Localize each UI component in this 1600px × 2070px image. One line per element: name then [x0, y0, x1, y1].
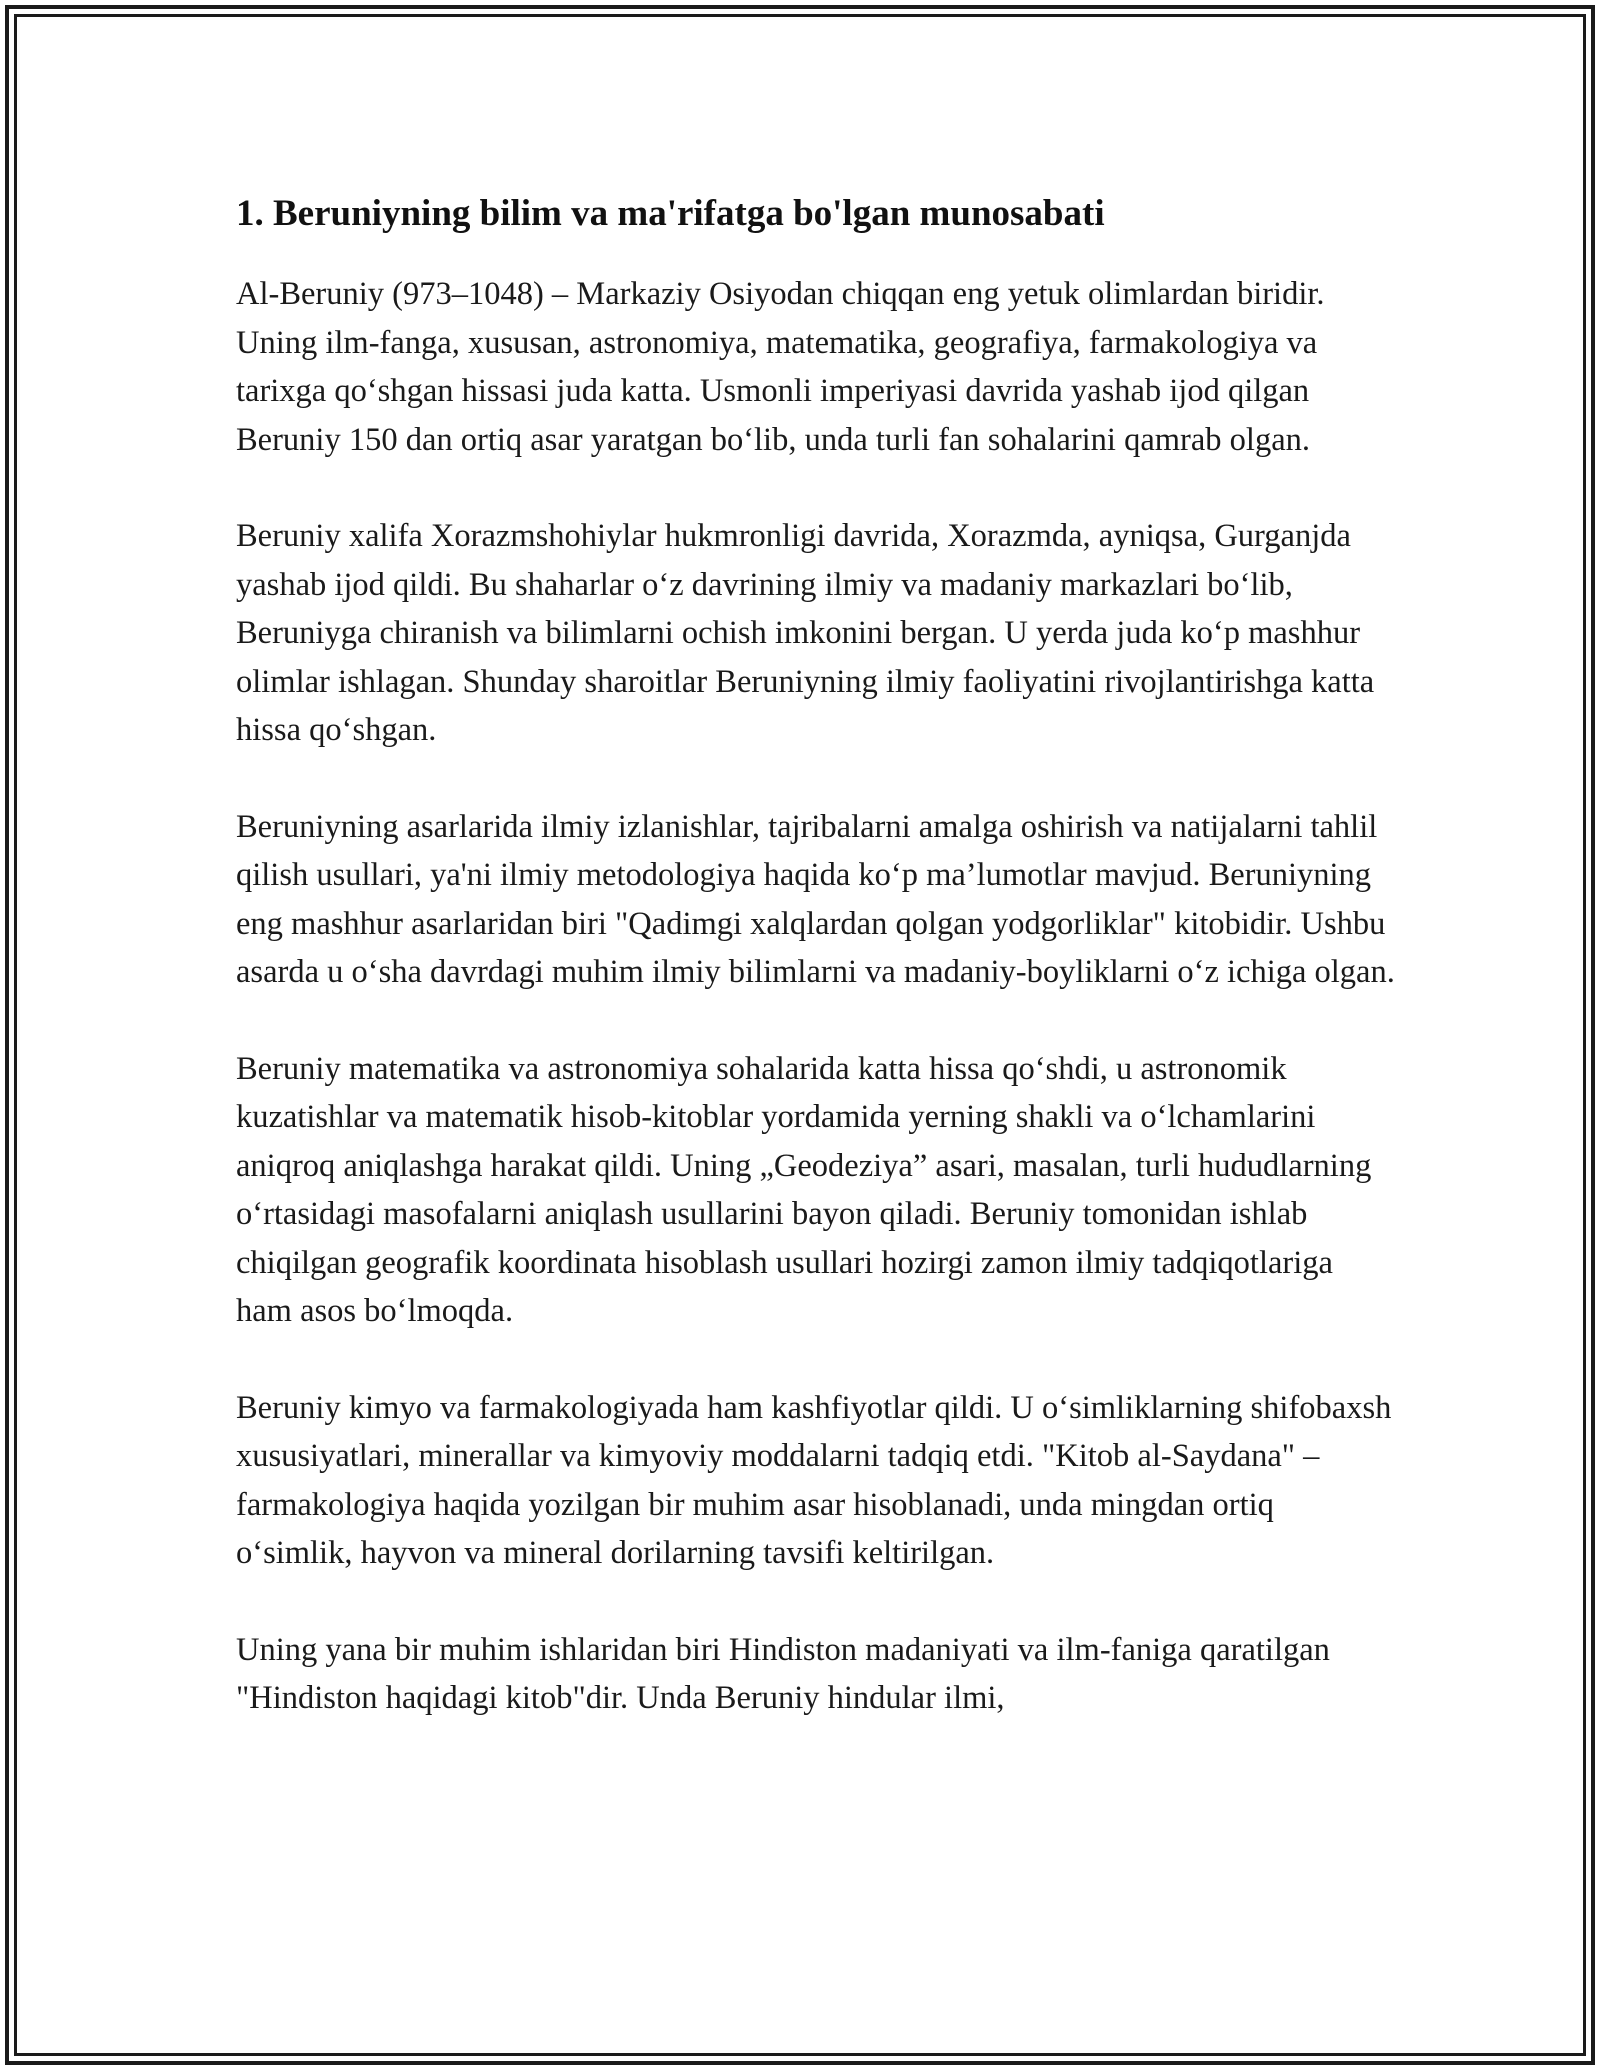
paragraph-4: Beruniy matematika va astronomiya sohalarida katta hissa qo‘shdi, u astronomik kuzatishlar va matematik hisob-kitoblar yordamida yerning shakli va o‘lchamlarini aniqroq aniqlashga harakat qildi. Uning „Geodeziya” asari, masalan, turli hududlarning o‘rtasidagi masofalarni aniqlash usullarini bayon qiladi. Beruniy tomonidan ishlab chiqilgan geografik koordinata hisoblash usullari hozirgi zamon ilmiy tadqiqotlariga ham asos bo‘lmoqda. [236, 1050, 1372, 1329]
paragraph-1: Al-Beruniy (973–1048) – Markaziy Osiyodan chiqqan eng yetuk olimlardan biridir. Uning ilm-fanga, xususan, astronomiya, matematika, geografiya, farmakologiya va tarixga qo‘shgan hissasi juda katta. Usmonli imperiyasi davrida yashab ijod qilgan Beruniy 150 dan ortiq asar yaratgan bo‘lib, unda turli fan sohalarini qamrab olgan. [236, 276, 1325, 458]
paragraph-5: Beruniy kimyo va farmakologiyada ham kashfiyotlar qildi. U o‘simliklarning shifobaxsh xususiyatlari, minerallar va kimyoviy moddalarni tadqiq etdi. "Kitob al-Saydana" – farmakologiya haqida yozilgan bir muhim asar hisoblanadi, unda mingdan ortiq o‘simlik, hayvon va mineral dorilarning tavsifi keltirilgan. [236, 1389, 1392, 1571]
paragraph-6: Uning yana bir muhim ishlaridan biri Hindiston madaniyati va ilm-faniga qaratilgan "Hindiston haqidagi kitob"dir. Unda Beruniy hindular ilmi, [236, 1631, 1330, 1716]
section-heading: 1. Beruniyning bilim va ma'rifatga bo'lgan munosabati [236, 193, 1105, 234]
paragraph-2: Beruniy xalifa Xorazmshohiylar hukmronligi davrida, Xorazmda, ayniqsa, Gurganjda yashab ijod qildi. Bu shaharlar o‘z davrining ilmiy va madaniy markazlari bo‘lib, Beruniyga chiranish va bilimlarni ochish imkonini bergan. U yerda juda ko‘p mashhur olimlar ishlagan. Shunday sharoitlar Beruniyning ilmiy faoliyatini rivojlantirishga katta hissa qo‘shgan. [236, 518, 1375, 748]
paragraph-3: Beruniyning asarlarida ilmiy izlanishlar, tajribalarni amalga oshirish va natijalarni tahlil qilish usullari, ya'ni ilmiy metodologiya haqida ko‘p ma’lumotlar mavjud. Beruniyning eng mashhur asarlaridan biri "Qadimgi xalqlardan qolgan yodgorliklar" kitobidir. Ushbu asarda u o‘sha davrdagi muhim ilmiy bilimlarni va madaniy-boyliklarni o‘z ichiga olgan. [236, 808, 1395, 990]
document-body [236, 186, 1396, 1771]
